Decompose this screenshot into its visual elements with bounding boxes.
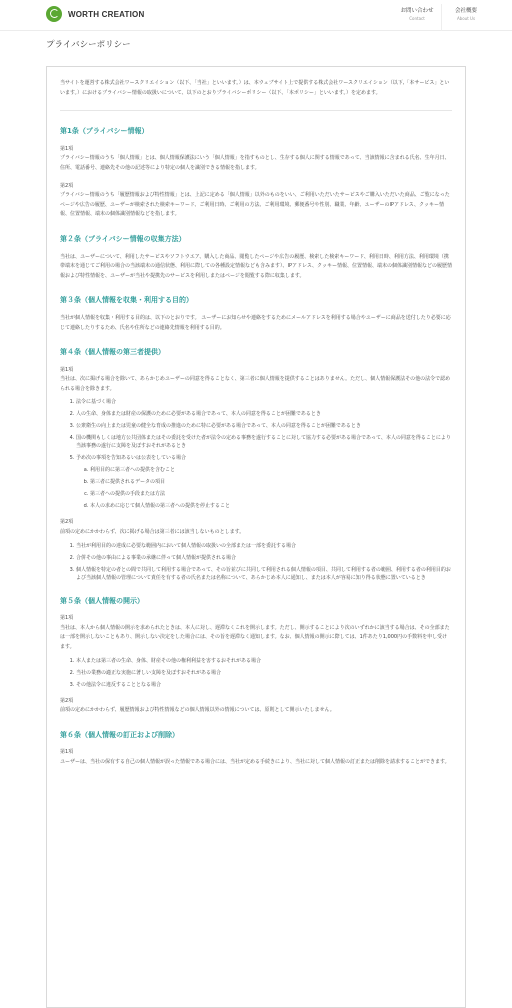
list-item: 3. その他法令に違反することとなる場合 [76,681,452,689]
article-4-para-2: 前項の定めにかかわらず、次に掲げる場合は第三者には該当しないものとします。 [60,529,245,536]
article-3-para-1: 当社が個人情報を収集・利用する目的は、以下のとおりです。 ユーザーにお知らせや連絡をするためにメールアドレスを利用する場合やユーザーに商品を送付したり必要に応じて連絡したりするため、氏名や住所などの連絡先情報を利用する目的。 [60,314,451,331]
article-2-para-1: 当社は、ユーザーについて、利用したサービスやソフトウエア、購入した商品、閲覧したページや広告の履歴、検索した検索キーワード、利用日時、利用方法、利用環境（携帯端末を通じてご利用の場合の当該端末の通信状態、利用に際しての各種設定情報なども含みます）、IPアドレス、クッキー情報、位置情報、端末の個体識別情報などの履歴情報および特性情報を、ユーザーが当社や提携先のサービスを利用しまたはページを閲覧する際に収集します。 [60,253,452,279]
article-1 [60,127,452,220]
article-5-para-2-label: 第2項 [60,697,74,704]
nav-item-about[interactable] [441,4,490,31]
article-6 [60,731,452,768]
article-5 [60,597,452,716]
policy-content [60,79,452,783]
logo-icon [46,6,62,22]
article-1-para-2: プライバシー情報のうち「履歴情報および特性情報」とは、上記に定める「個人情報」以外のものをいい、ご利用いただいたサービスやご購入いただいた商品、ご覧になったページや広告の履歴、ユーザーが検索された検索キーワード、ご利用日時、ご利用の方法、ご利用環境、郵便番号や性別、職業、年齢、ユーザーのIPアドレス、クッキー情報、位置情報、端末の個体識別情報などを指します。 [60,192,450,218]
article-5-para-2: 前項の定めにかかわらず、履歴情報および特性情報などの個人情報以外の情報については、原則として開示いたしません。 [60,707,335,714]
list-item: d. 本人の求めに応じて個人情報の第三者への提供を停止すること [90,502,452,510]
article-3 [60,296,452,333]
article-5-para-1-label: 第1項 [60,615,74,622]
article-2 [60,235,452,281]
article-5-para-1: 当社は、本人から個人情報の開示を求められたときは、本人に対し、遅滞なくこれを開示します。ただし、開示することにより次のいずれかに該当する場合は、その全部または一部を開示しないこともあり、開示しない決定をした場合には、その旨を遅滞なく通知します。なお、個人情報の開示に際しては、1件あたり1,000円の手数料を申し受けます。 [60,624,450,651]
article-1-para-2-label: 第2項 [60,182,74,189]
article-1-para-1-label: 第1項 [60,145,74,152]
nav-item-about-sublabel: About Us [456,16,476,21]
article-2-title: 第２条（プライバシー情報の収集方法） [60,234,186,243]
list-item-text: 予め次の事項を告知あるいは公表をしている場合 [76,455,187,462]
article-1-title: 第1条（プライバシー情報） [60,127,149,136]
list-item: 2. 合併その他の事由による事業の承継に伴って個人情報が提供される場合 [76,554,452,562]
nav-item-contact-sublabel: Contact [409,16,425,21]
nav-item-contact-label: お問い合わせ [400,8,434,14]
article-4-list-2 [60,542,452,582]
list-item: 2. 当社の業務の適正な実施に著しい支障を及ぼすおそれがある場合 [76,669,452,677]
article-4 [60,348,452,582]
nav-item-about-label: 会社概要 [454,8,477,14]
page-title: プライバシーポリシー [46,40,131,50]
article-1-para-1: プライバシー情報のうち「個人情報」とは、個人情報保護法にいう「個人情報」を指すものとし、生存する個人に関する情報であって、当該情報に含まれる氏名、生年月日、住所、電話番号、連絡先その他の記述等により特定の個人を識別できる情報を指します。 [60,155,450,171]
article-6-para-1: ユーザーは、当社の保有する自己の個人情報が誤った情報である場合には、当社が定める手続きにより、当社に対して個人情報の訂正または削除を請求することができます。 [60,759,450,765]
list-item: c. 第三者への提供の手段または方法 [90,490,452,498]
list-item: a. 利用目的に第三者への提供を含むこと [90,466,452,474]
article-3-title: 第３条（個人情報を収集・利用する目的） [60,296,193,305]
list-item: 1. 法令に基づく場合 [76,398,452,406]
article-6-title: 第６条（個人情報の訂正および削除） [60,730,179,739]
article-4-para-1: 当社は、次に掲げる場合を除いて、あらかじめユーザーの同意を得ることなく、第三者に個人情報を提供することはありません。ただし、個人情報保護法その他の法令で認められる場合を除きます。 [60,376,451,392]
divider [60,110,452,111]
logo-text: WORTH CREATION [68,9,145,19]
article-5-title: 第５条（個人情報の開示） [60,596,144,605]
policy-panel [46,66,466,1008]
list-item: 2. 人の生命、身体または財産の保護のために必要がある場合であって、本人の同意を得ることが困難であるとき [76,410,452,418]
list-item: 3. 公衆衛生の向上または児童の健全な育成の推進のために特に必要がある場合であって、本人の同意を得ることが困難であるとき [76,422,452,430]
intro-text: 当サイトを運営する株式会社ワースクリエイション（以下、「当社」といいます。）は、本ウェブサイト上で提供する株式会社ワースクリエイション（以下,「本サービス」といいます。）におけるプライバシー情報の取扱いについて、以下のとおりプライバシーポリシー（以下、「本ポリシー」といいます。）を定めます。 [60,80,450,96]
article-6-para-1-label: 第1項 [60,749,74,756]
list-item [76,454,452,510]
header-nav [393,4,490,31]
article-4-para-1-label: 第1項 [60,366,74,373]
article-4-sublist [76,466,452,510]
list-item: 1. 当社が利用目的の達成に必要な範囲内において個人情報の取扱いの全部または一部を委託する場合 [76,542,452,550]
list-item: 1. 本人または第三者の生命、身体、財産その他の権利利益を害するおそれがある場合 [76,657,452,665]
article-4-list-1 [60,398,452,510]
list-item: 4. 国の機関もしくは地方公共団体またはその委託を受けた者が法令の定める事務を遂行することに対して協力する必要がある場合であって、本人の同意を得ることにより当該事務の遂行に支障を及ぼすおそれがあるとき [76,434,452,450]
site-header [0,0,512,31]
list-item: 3. 個人情報を特定の者との間で共同して利用する場合であって、その旨並びに共同して利用される個人情報の項目、共同して利用する者の範囲、利用する者の利用目的および当該個人情報の管理について責任を有する者の氏名または名称について、あらかじめ本人に通知し、または本人が容易に知り得る状態に置いているとき [76,566,452,582]
article-5-list-1 [60,657,452,689]
article-4-para-2-label: 第2項 [60,519,74,526]
article-4-title: 第４条（個人情報の第三者提供） [60,348,165,357]
site-logo[interactable] [46,6,144,22]
nav-item-contact[interactable] [393,4,441,31]
list-item: b. 第三者に提供されるデータの項目 [90,478,452,486]
